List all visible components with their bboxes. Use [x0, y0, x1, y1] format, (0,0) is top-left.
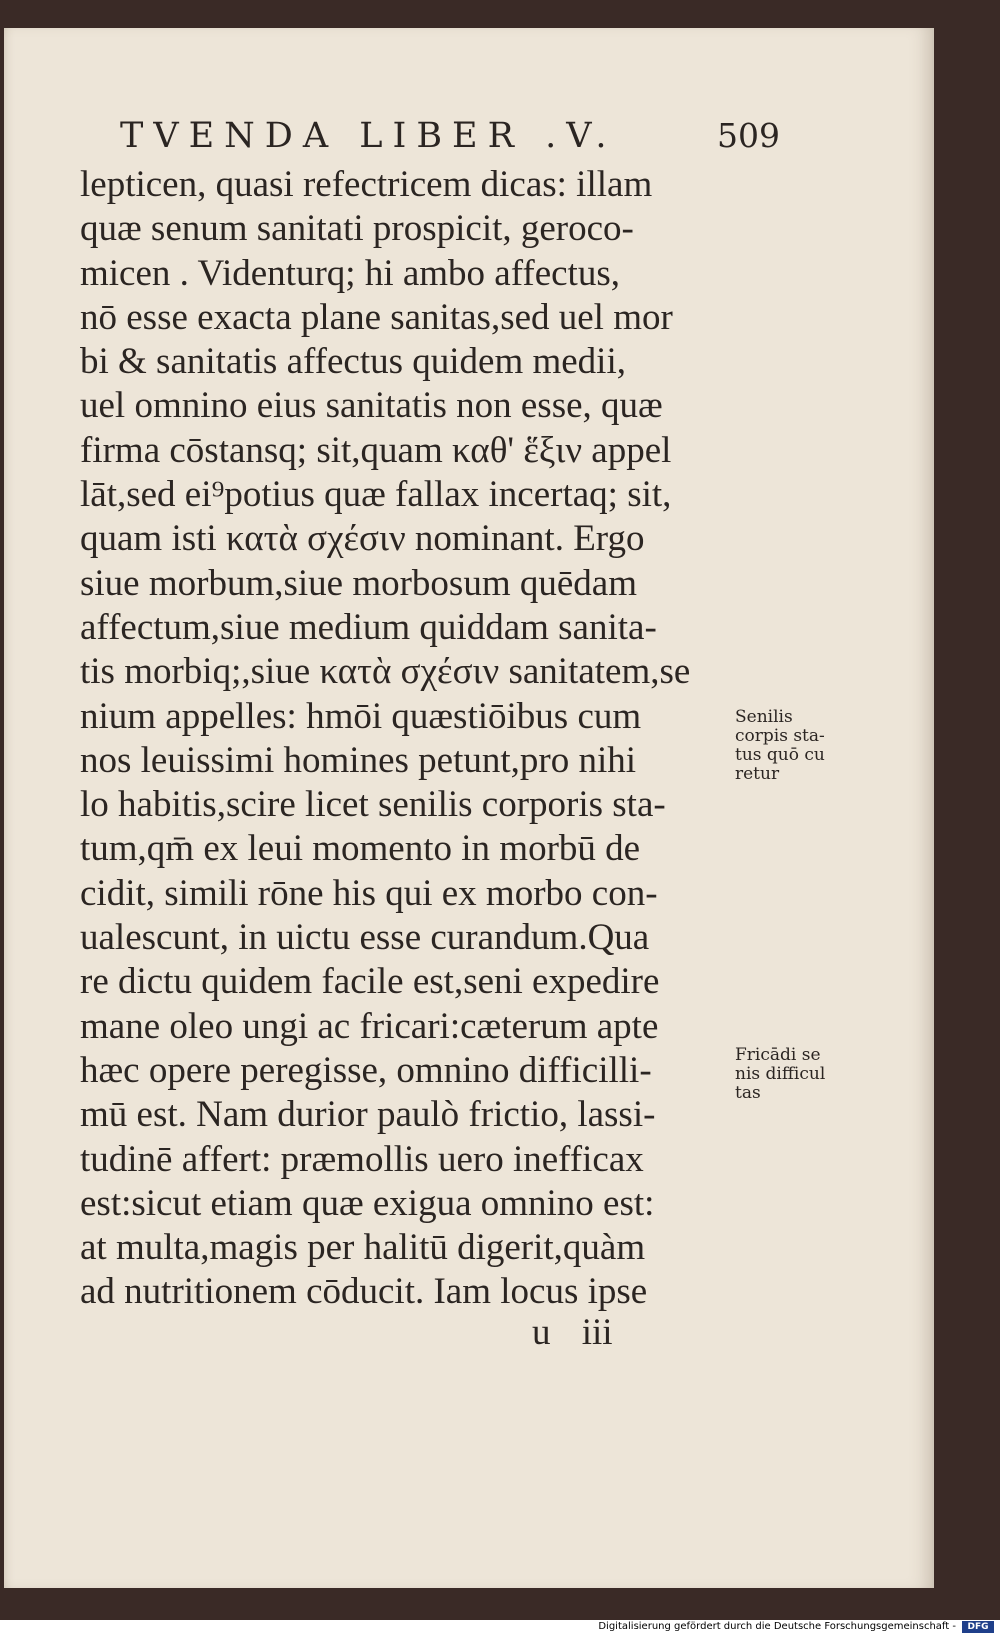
- text-line: quam isti κατὰ σχέσιν nominant. Ergo: [80, 518, 645, 560]
- text-line: lāt,sed ei⁹potius quæ fallax incertaq; sit,: [80, 474, 672, 516]
- marginal-note-line: tas: [735, 1083, 761, 1103]
- marginal-note-line: corpis sta-: [735, 726, 825, 746]
- marginal-note-line: tus quō cu: [735, 745, 825, 765]
- signature-mark: u iii: [532, 1312, 613, 1353]
- dfg-logo-icon: DFG: [962, 1621, 994, 1633]
- running-title: TVENDA LIBER .V.: [120, 116, 617, 156]
- page-number: 509: [717, 116, 780, 155]
- text-line: ad nutritionem cōducit. Iam locus ipse: [80, 1271, 648, 1313]
- text-line: nō esse exacta plane sanitas,sed uel mor: [80, 296, 673, 338]
- text-line: est:sicut etiam quæ exigua omnino est:: [80, 1182, 655, 1224]
- text-line: uel omnino eius sanitatis non esse, quæ: [80, 385, 663, 427]
- text-line: tum,qm̄ ex leui momento in morbū de: [80, 828, 641, 870]
- body-text: [80, 163, 740, 1315]
- marginal-note-fricandi: [735, 1046, 863, 1103]
- text-line: siue morbum,siue morbosum quēdam: [80, 562, 637, 604]
- text-line: cidit, simili rōne his qui ex morbo con-: [80, 872, 658, 914]
- text-line: nos leuissimi homines petunt,pro nihi: [80, 739, 637, 781]
- running-head: [120, 116, 780, 160]
- digitization-footer: [0, 1620, 1000, 1635]
- text-line: hæc opere peregisse, omnino difficilli-: [80, 1049, 652, 1091]
- text-line: nium appelles: hmōi quæstiōibus cum: [80, 695, 642, 737]
- footer-credit: Digitalisierung gefördert durch die Deutsche Forschungsgemeinschaft -: [598, 1621, 956, 1632]
- marginal-note-line: Senilis: [735, 707, 793, 727]
- marginal-note-line: nis difficul: [735, 1064, 826, 1084]
- text-line: lo habitis,scire licet senilis corporis sta-: [80, 784, 666, 826]
- text-line: ualescunt, in uictu esse curandum.Qua: [80, 917, 650, 959]
- text-line: affectum,siue medium quiddam sanita-: [80, 606, 657, 648]
- marginal-note-senilis: [735, 708, 863, 784]
- text-line: at multa,magis per halitū digerit,quàm: [80, 1227, 646, 1269]
- text-line: mane oleo ungi ac fricari:cæterum apte: [80, 1005, 659, 1047]
- text-line: mū est. Nam durior paulò frictio, lassi-: [80, 1094, 656, 1136]
- text-line: quæ senum sanitati prospicit, geroco-: [80, 208, 634, 250]
- marginal-note-line: retur: [735, 764, 780, 784]
- marginal-note-line: Fricādi se: [735, 1045, 821, 1065]
- text-line: bi & sanitatis affectus quidem medii,: [80, 341, 626, 383]
- text-line: micen . Videnturq; hi ambo affectus,: [80, 252, 620, 294]
- text-line: tudinē affert: præmollis uero inefficax: [80, 1138, 644, 1180]
- text-line: re dictu quidem facile est,seni expedire: [80, 961, 660, 1003]
- text-line: lepticen, quasi refectricem dicas: illam: [80, 164, 653, 205]
- text-line: firma cōstansq; sit,quam καθ' ἕξιν appel: [80, 429, 672, 471]
- text-line: tis morbiq;,siue κατὰ σχέσιν sanitatem,se: [80, 651, 691, 693]
